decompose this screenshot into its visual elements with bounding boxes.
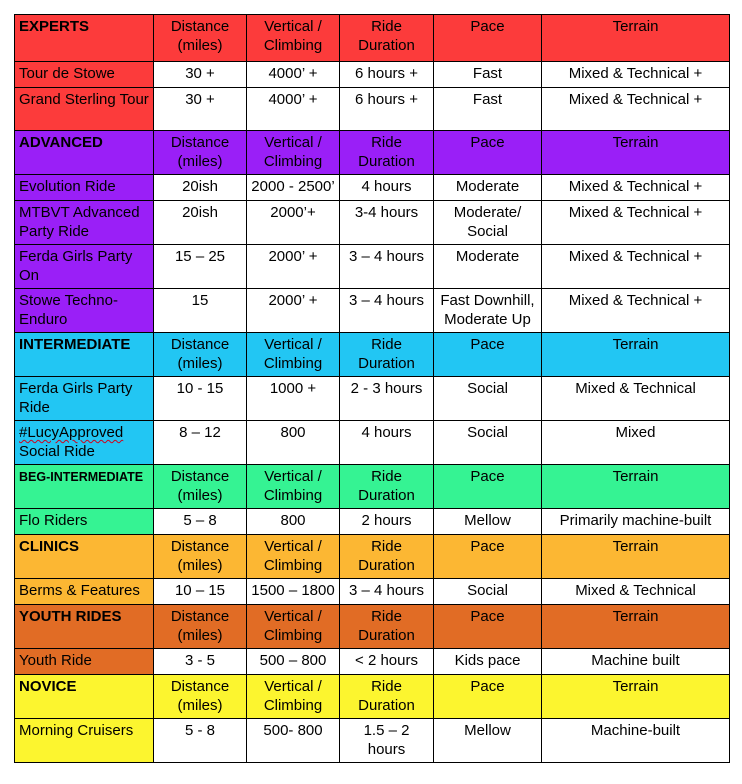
- ride-duration: < 2 hours: [340, 649, 434, 675]
- header-distance: Distance (miles): [154, 675, 247, 719]
- ride-vertical: 2000’+: [247, 201, 340, 245]
- ride-terrain: Machine-built: [542, 719, 730, 763]
- ride-distance: 10 – 15: [154, 579, 247, 605]
- section-header-beg-intermediate: [15, 465, 730, 509]
- header-pace: Pace: [434, 535, 542, 579]
- ride-terrain: Mixed & Technical +: [542, 175, 730, 201]
- section-header-novice: [15, 675, 730, 719]
- ride-vertical: 2000’ +: [247, 245, 340, 289]
- header-pace: Pace: [434, 465, 542, 509]
- header-duration: Ride Duration: [340, 675, 434, 719]
- ride-vertical: 2000’ +: [247, 289, 340, 333]
- ride-terrain: Mixed & Technical +: [542, 88, 730, 131]
- section-header-advanced: [15, 131, 730, 175]
- ride-duration: 3 – 4 hours: [340, 289, 434, 333]
- ride-distance: 15 – 25: [154, 245, 247, 289]
- ride-distance: 8 – 12: [154, 421, 247, 465]
- header-pace: Pace: [434, 131, 542, 175]
- ride-terrain: Mixed & Technical: [542, 377, 730, 421]
- section-title: NOVICE: [15, 675, 154, 719]
- header-duration: Ride Duration: [340, 465, 434, 509]
- ride-name: MTBVT Advanced Party Ride: [15, 201, 154, 245]
- header-vertical: Vertical / Climbing: [247, 15, 340, 62]
- header-pace: Pace: [434, 675, 542, 719]
- ride-terrain: Mixed & Technical: [542, 579, 730, 605]
- ride-vertical: 800: [247, 509, 340, 535]
- section-header-clinics: [15, 535, 730, 579]
- ride-duration: 3 – 4 hours: [340, 245, 434, 289]
- ride-duration: 3 – 4 hours: [340, 579, 434, 605]
- ride-vertical: 800: [247, 421, 340, 465]
- ride-vertical: 1000 +: [247, 377, 340, 421]
- ride-pace: Kids pace: [434, 649, 542, 675]
- ride-duration: 6 hours +: [340, 88, 434, 131]
- ride-terrain: Mixed & Technical +: [542, 201, 730, 245]
- ride-distance: 15: [154, 289, 247, 333]
- ride-pace: Fast: [434, 62, 542, 88]
- section-title: CLINICS: [15, 535, 154, 579]
- ride-pace: Mellow: [434, 719, 542, 763]
- header-duration: Ride Duration: [340, 605, 434, 649]
- header-duration: Ride Duration: [340, 333, 434, 377]
- table-row: [15, 509, 730, 535]
- section-header-youth-rides: [15, 605, 730, 649]
- ride-levels-table: [14, 14, 730, 763]
- ride-pace: Moderate: [434, 175, 542, 201]
- header-duration: Ride Duration: [340, 535, 434, 579]
- ride-name: Youth Ride: [15, 649, 154, 675]
- ride-vertical: 2000 - 2500’: [247, 175, 340, 201]
- ride-distance: 30 +: [154, 88, 247, 131]
- section-title: INTERMEDIATE: [15, 333, 154, 377]
- ride-name: Tour de Stowe: [15, 62, 154, 88]
- header-terrain: Terrain: [542, 131, 730, 175]
- section-title: YOUTH RIDES: [15, 605, 154, 649]
- header-terrain: Terrain: [542, 15, 730, 62]
- ride-pace: Fast Downhill, Moderate Up: [434, 289, 542, 333]
- ride-terrain: Primarily machine-built: [542, 509, 730, 535]
- ride-distance: 10 - 15: [154, 377, 247, 421]
- ride-pace: Social: [434, 579, 542, 605]
- section-header-experts: [15, 15, 730, 62]
- ride-name: Stowe Techno-Enduro: [15, 289, 154, 333]
- header-terrain: Terrain: [542, 535, 730, 579]
- header-duration: Ride Duration: [340, 15, 434, 62]
- table-row: [15, 62, 730, 88]
- section-title: ADVANCED: [15, 131, 154, 175]
- header-terrain: Terrain: [542, 605, 730, 649]
- ride-duration: 4 hours: [340, 421, 434, 465]
- ride-duration: 3-4 hours: [340, 201, 434, 245]
- ride-pace: Social: [434, 421, 542, 465]
- header-distance: Distance (miles): [154, 605, 247, 649]
- header-distance: Distance (miles): [154, 333, 247, 377]
- ride-terrain: Mixed & Technical +: [542, 62, 730, 88]
- header-pace: Pace: [434, 605, 542, 649]
- table-row: [15, 421, 730, 465]
- section-title: BEG-INTERMEDIATE: [15, 465, 154, 509]
- ride-duration: 4 hours: [340, 175, 434, 201]
- ride-distance: 3 - 5: [154, 649, 247, 675]
- ride-duration: 1.5 – 2 hours: [340, 719, 434, 763]
- ride-name: [15, 421, 154, 465]
- ride-terrain: Mixed: [542, 421, 730, 465]
- ride-distance: 5 - 8: [154, 719, 247, 763]
- ride-name: Evolution Ride: [15, 175, 154, 201]
- header-pace: Pace: [434, 15, 542, 62]
- header-terrain: Terrain: [542, 675, 730, 719]
- header-vertical: Vertical / Climbing: [247, 333, 340, 377]
- ride-pace: Moderate: [434, 245, 542, 289]
- ride-vertical: 1500 – 1800: [247, 579, 340, 605]
- ride-name: Ferda Girls Party Ride: [15, 377, 154, 421]
- ride-terrain: Mixed & Technical +: [542, 289, 730, 333]
- ride-distance: 20ish: [154, 201, 247, 245]
- ride-pace: Mellow: [434, 509, 542, 535]
- header-vertical: Vertical / Climbing: [247, 465, 340, 509]
- table-row: [15, 649, 730, 675]
- ride-pace: Moderate/ Social: [434, 201, 542, 245]
- table-row: [15, 579, 730, 605]
- ride-vertical: 4000’ +: [247, 62, 340, 88]
- ride-vertical: 500- 800: [247, 719, 340, 763]
- ride-duration: 2 hours: [340, 509, 434, 535]
- ride-duration: 2 - 3 hours: [340, 377, 434, 421]
- header-terrain: Terrain: [542, 465, 730, 509]
- header-vertical: Vertical / Climbing: [247, 535, 340, 579]
- ride-name: Ferda Girls Party On: [15, 245, 154, 289]
- header-distance: Distance (miles): [154, 465, 247, 509]
- table-row: [15, 245, 730, 289]
- table-row: [15, 88, 730, 131]
- section-title: EXPERTS: [15, 15, 154, 62]
- ride-terrain: Mixed & Technical +: [542, 245, 730, 289]
- ride-name: Flo Riders: [15, 509, 154, 535]
- ride-distance: 5 – 8: [154, 509, 247, 535]
- ride-distance: 20ish: [154, 175, 247, 201]
- header-duration: Ride Duration: [340, 131, 434, 175]
- ride-name-hashtag: #LucyApproved: [19, 424, 124, 441]
- header-distance: Distance (miles): [154, 15, 247, 62]
- ride-vertical: 500 – 800: [247, 649, 340, 675]
- ride-duration: 6 hours +: [340, 62, 434, 88]
- header-distance: Distance (miles): [154, 131, 247, 175]
- ride-name: Grand Sterling Tour: [15, 88, 154, 131]
- ride-name: Morning Cruisers: [15, 719, 154, 763]
- ride-vertical: 4000’ +: [247, 88, 340, 131]
- ride-terrain: Machine built: [542, 649, 730, 675]
- ride-name-rest: Social Ride: [19, 443, 95, 460]
- table-row: [15, 289, 730, 333]
- section-header-intermediate: [15, 333, 730, 377]
- table-row: [15, 175, 730, 201]
- ride-pace: Fast: [434, 88, 542, 131]
- header-terrain: Terrain: [542, 333, 730, 377]
- header-pace: Pace: [434, 333, 542, 377]
- table-row: [15, 719, 730, 763]
- ride-pace: Social: [434, 377, 542, 421]
- table-row: [15, 201, 730, 245]
- ride-distance: 30 +: [154, 62, 247, 88]
- header-vertical: Vertical / Climbing: [247, 675, 340, 719]
- header-distance: Distance (miles): [154, 535, 247, 579]
- header-vertical: Vertical / Climbing: [247, 605, 340, 649]
- header-vertical: Vertical / Climbing: [247, 131, 340, 175]
- table-row: [15, 377, 730, 421]
- ride-name: Berms & Features: [15, 579, 154, 605]
